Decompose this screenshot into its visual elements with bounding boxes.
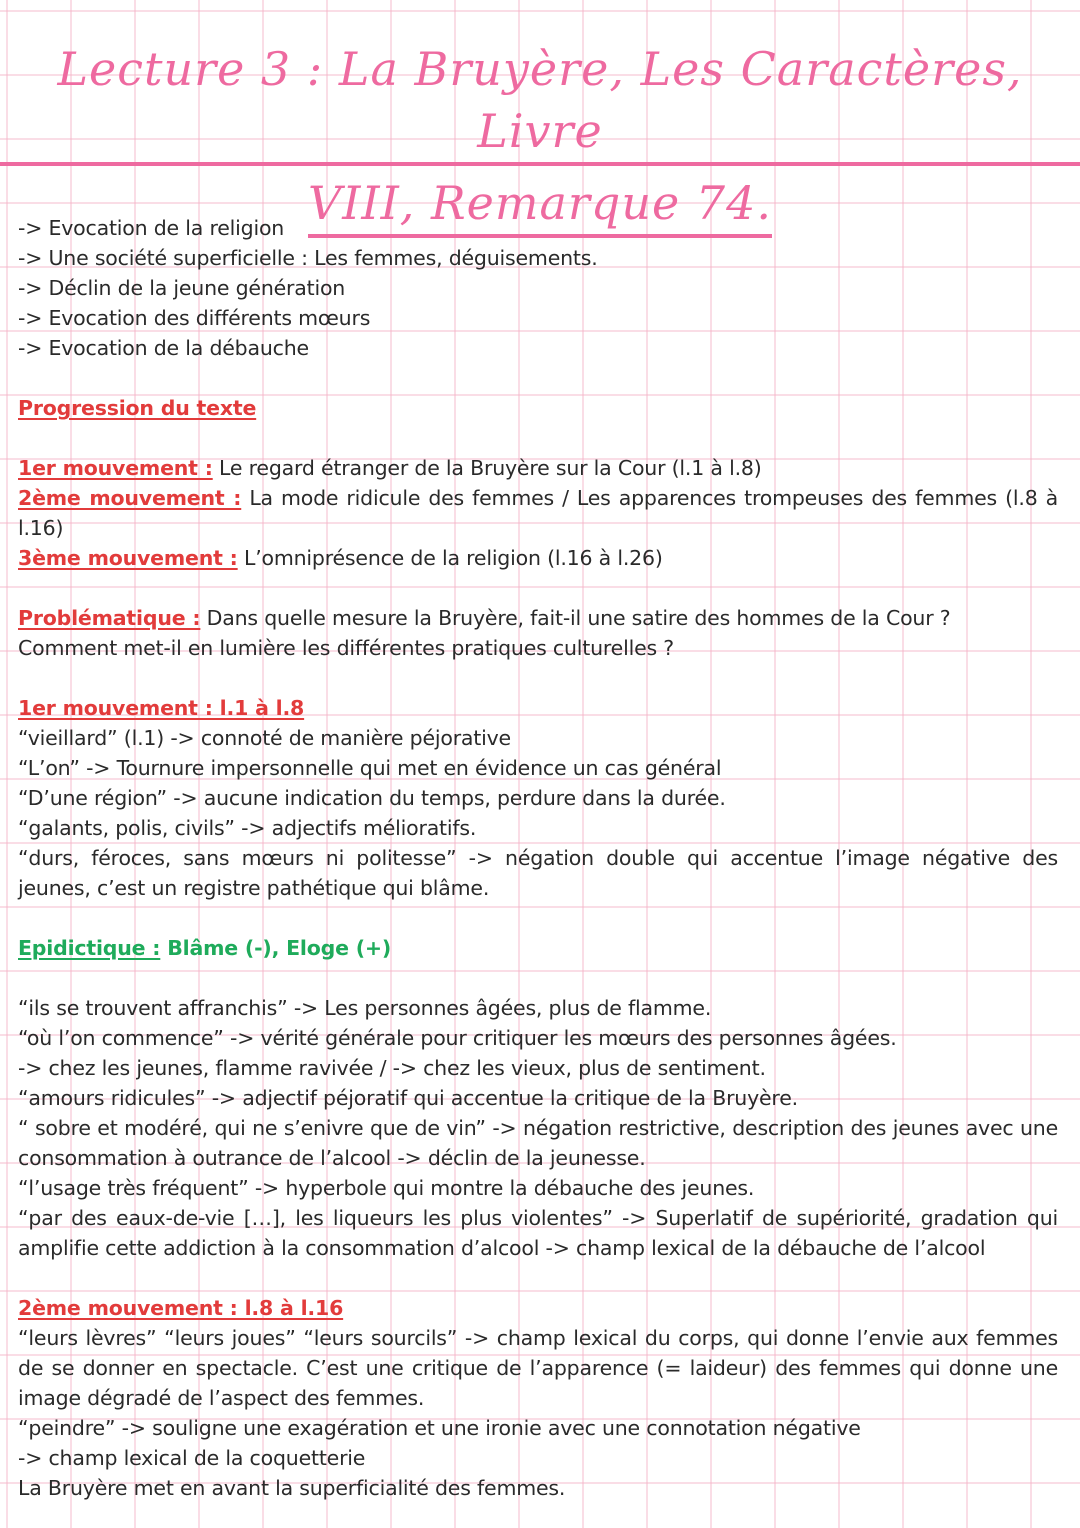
section2-heading: 2ème mouvement : l.8 à l.16 [18,1296,344,1320]
analysis-paragraph: “ sobre et modéré, qui ne s’enivre que de vin” -> négation restrictive, description des jeunes avec une consommation à outrance de l’alcool -> déclin de la jeunesse. [18,1116,1058,1170]
analysis-line: “ils se trouvent affranchis” -> Les personnes âgées, plus de flamme. [18,996,712,1020]
analysis-line: “où l’on commence” -> vérité générale pour critiquer les mœurs des personnes âgées. [18,1026,897,1050]
section1-heading: 1er mouvement : l.1 à l.8 [18,696,305,720]
m1-label: 1er mouvement : [18,456,213,480]
problematique-line-2: Comment met-il en lumière les différentes pratiques culturelles ? [18,636,674,660]
theme-item: -> Déclin de la jeune génération [18,276,346,300]
m1-text: Le regard étranger de la Bruyère sur la Cour (l.1 à l.8) [212,456,762,480]
theme-item: -> Evocation de la religion [18,216,285,240]
progression-m3 [18,543,1058,573]
m2-label: 2ème mouvement : [18,486,242,510]
theme-item: -> Evocation des différents mœurs [18,306,371,330]
analysis-line: “galants, polis, civils” -> adjectifs mélioratifs. [18,816,477,840]
analysis-paragraph: “leurs lèvres” “leurs joues” “leurs sourcils” -> champ lexical du corps, qui donne l’envie aux femmes de se donner en spectacle. C’est une critique de l’apparence (= laideur) des femmes qui donne une image dégradé de l’aspect des femmes. [18,1326,1058,1410]
progression-m1 [18,453,1058,483]
analysis-line: “L’on” -> Tournure impersonnelle qui met en évidence un cas général [18,756,722,780]
m3-text: L’omniprésence de la religion (l.16 à l.26) [237,546,663,570]
analysis-line: “l’usage très fréquent” -> hyperbole qui montre la débauche des jeunes. [18,1176,755,1200]
epidictique-text: Blâme (-), Eloge (+) [160,936,392,960]
theme-item: -> Une société superficielle : Les femmes, déguisements. [18,246,598,270]
progression-m2 [18,483,1058,543]
m3-label: 3ème mouvement : [18,546,238,570]
progression-heading: Progression du texte [18,396,257,420]
analysis-line: “amours ridicules” -> adjectif péjoratif qui accentue la critique de la Bruyère. [18,1086,798,1110]
epidictique-label: Epidictique : [18,936,161,960]
analysis-line: -> champ lexical de la coquetterie [18,1446,366,1470]
analysis-paragraph: “durs, féroces, sans mœurs ni politesse” -> négation double qui accentue l’image négative des jeunes, c’est un registre pathétique qui blâme. [18,846,1058,900]
problematique [18,603,1058,633]
epidictique [18,933,1058,963]
theme-item: -> Evocation de la débauche [18,336,309,360]
analysis-line: La Bruyère met en avant la superficialité des femmes. [18,1476,566,1500]
problematique-label: Problématique : [18,606,201,630]
title-line-2: VIII, Remarque 74. [308,172,772,238]
title-line-1: Lecture 3 : La Bruyère, Les Caractères, Livre [0,38,1080,166]
notes-content [18,213,1058,1503]
analysis-line: “vieillard” (l.1) -> connoté de manière péjorative [18,726,511,750]
problematique-text: Dans quelle mesure la Bruyère, fait-il une satire des hommes de la Cour ? [200,606,951,630]
page-title [0,38,1080,239]
m2-text: La mode ridicule des femmes / Les apparences trompeuses des femmes (l.8 à l.16) [18,486,1058,540]
analysis-line: -> chez les jeunes, flamme ravivée / -> chez les vieux, plus de sentiment. [18,1056,766,1080]
analysis-line: “peindre” -> souligne une exagération et une ironie avec une connotation négative [18,1416,861,1440]
analysis-line: “D’une région” -> aucune indication du temps, perdure dans la durée. [18,786,726,810]
analysis-paragraph: “par des eaux-de-vie […], les liqueurs les plus violentes” -> Superlatif de supériorité, gradation qui amplifie cette addiction à la consommation d’alcool -> champ lexical de la débauche de l’alcool [18,1206,1058,1260]
